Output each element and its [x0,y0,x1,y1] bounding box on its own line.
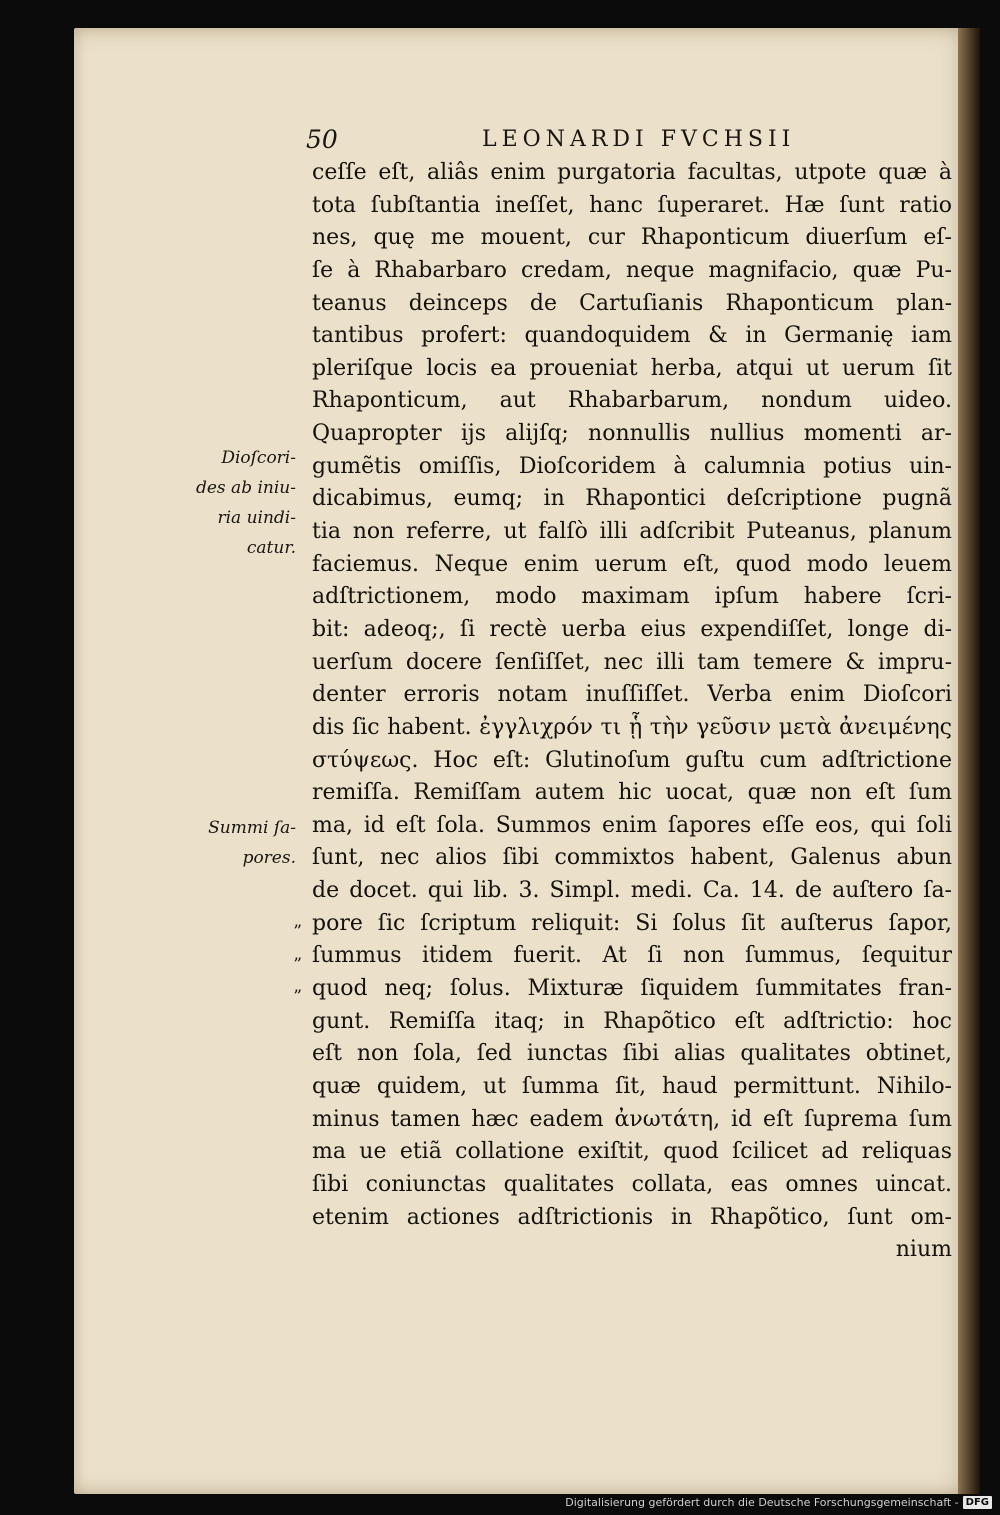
page-number: 50 [306,125,338,154]
sidenote-line: des ab iniu- [195,478,296,498]
text-line: quæ quidem, ut ſumma ſit, haud permittunt. Nihilo- [312,1073,952,1099]
text-line: στύψεως. Hoc eſt: Glutinoſum guſtu cum adſtrictione [312,747,952,773]
footer-credit: Digitalisierung gefördert durch die Deutsche Forschungsgemeinschaft - [565,1496,959,1509]
text-line: ſe à Rhabarbaro credam, neque magnifacio, quæ Pu- [312,257,952,283]
sidenote-line: Summi ſa- [208,818,296,838]
text-line: ma ue etiã collatione exiſtit, quod ſcilicet ad reliquas [312,1139,952,1165]
catchword: nium [895,1237,952,1263]
text-line: bit: adeoq;, ſi rectè uerba eius expendiſſet, longe di- [312,616,952,642]
text-line: de docet. qui lib. 3. Simpl. medi. Ca. 14. de auſtero ſa- [312,878,952,904]
sidenote-line: catur. [246,538,296,558]
text-line: ceſſe eſt, aliâs enim purgatoria facultas, utpote quæ à [312,160,952,185]
quote-mark: ” [293,922,302,942]
quote-mark: ” [293,987,302,1008]
text-line: tia non referre, ut falſò illi adſcribit Puteanus, planum [312,519,952,545]
text-line: tantibus profert: quandoquidem & in Germanię iam [312,323,952,349]
text-line: gunt. Remiſſa itaq; in Rhapõtico eſt adſtrictio: hoc [312,1008,952,1034]
text-line: Quapropter ijs alijſq; nonnullis nullius momenti ar- [312,421,952,447]
text-line: gumẽtis omiſſis, Dioſcoridem à calumnia potius uin- [312,453,952,479]
text-line: ma, id eſt ſola. Summos enim ſapores eſſe eos, qui ſoli [312,812,952,838]
page-header [306,125,946,159]
text-line: minus tamen hæc eadem ἀνωτάτη, id eſt ſuprema ſum [312,1106,952,1132]
text-line: faciemus. Neque enim uerum eſt, quod modo leuem [312,551,952,577]
text-line: dicabimus, eumq; in Rhapontici deſcriptione pugnã [312,486,952,512]
text-line: eſt non ſola, ſed iunctas ſibi alias qualitates obtinet, [312,1041,952,1067]
sidenote-line: Dioſcori- [221,448,296,468]
text-line: ſibi coniunctas qualitates collata, eas omnes uincat. [312,1171,952,1197]
sidenote-line: ria uindi- [217,508,296,528]
text-line: pleriſque locis ea proueniat herba, atqui ut uerum ſit [312,355,952,381]
text-line: remiſſa. Remiſſam autem hic uocat, quæ non eſt ſum [312,780,952,806]
text-line: quod neq; ſolus. Mixturæ ſiquidem ſummitates fran- [312,976,952,1002]
sidenote-summi-sapores [180,813,296,873]
text-line: ſunt, nec alios ſibi commixtos habent, Galenus abun [312,845,952,871]
text-line: dis ſic habent. ἐγγλιχρόν τι ᾗ τὴν γεῦσιν μετὰ ἀνειμένης [312,714,952,740]
text-line: nes, quę me mouent, cur Rhaponticum diuerſum eſ- [312,225,952,251]
sidenote-line: pores. [242,848,296,868]
text-line: adſtrictionem, modo maximam ipſum habere ſcri- [312,584,952,610]
text-line: uerſum docere ſenſiſſet, nec illi tam temere & impru- [312,649,952,675]
quotation-marks [272,916,302,1014]
text-line: pore ſic ſcriptum reliquit: Si ſolus ſit auſterus ſapor, [312,910,952,936]
text-line: etenim actiones adſtrictionis in Rhapõtico, ſunt om- [312,1204,952,1230]
main-text-block [312,157,952,1267]
digitization-footer [565,1496,992,1509]
page-gutter-shadow [958,28,980,1494]
text-line: ſummus itidem fuerit. At ſi non ſummus, ſequitur [312,943,952,969]
sidenote-dioscorides [180,443,296,563]
dfg-logo: DFG [963,1496,992,1509]
text-line: denter erroris notam inuſſiſſet. Verba enim Dioſcori [312,682,952,708]
text-line: tota ſubſtantia ineſſet, hanc ſuperaret. Hæ ſunt ratio [312,192,952,218]
text-line: Rhaponticum, aut Rhabarbarum, nondum uideo. [312,388,952,414]
quote-mark: ” [293,954,302,975]
text-line: teanus deinceps de Cartuſianis Rhaponticum plan- [312,290,952,316]
running-head: LEONARDI FVCHSII [482,127,796,152]
